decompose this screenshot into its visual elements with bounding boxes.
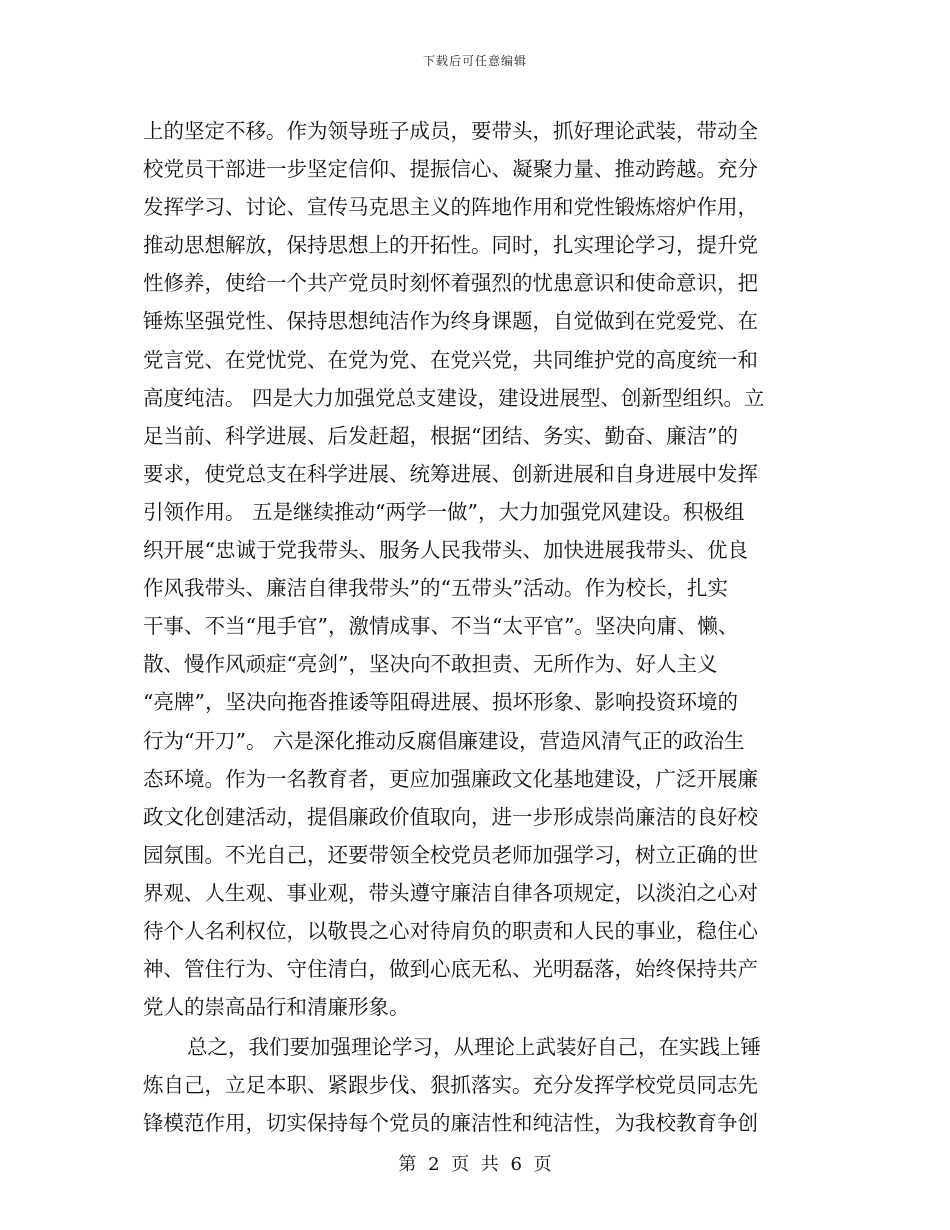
- text-line: 散、慢作风顽症“亮剑”，坚决向不敢担责、无所作为、好人主义: [143, 652, 718, 677]
- text-line: 炼自己，立足本职、紧跟步伐、狠抓落实。充分发挥学校党员同志先: [143, 1073, 758, 1098]
- text-line: 党言党、在党忧党、在党为党、在党兴党，共同维护党的高度统一和: [143, 347, 758, 372]
- text-line: 发挥学习、讨论、宣传马克思主义的阵地作用和党性锻炼熔炉作用，: [143, 195, 758, 220]
- text-line: 要求，使党总支在科学进展、统筹进展、创新进展和自身进展中发挥: [143, 461, 758, 486]
- text-line: 足当前、科学进展、后发赶超，根据“团结、务实、勤奋、廉洁”的: [143, 423, 738, 448]
- footer-middle: 页 共: [451, 1154, 499, 1175]
- text-line: 引领作用。 五是继续推动“两学一做”，大力加强党风建设。积极组: [143, 499, 745, 524]
- text-line: 态环境。作为一名教育者，更应加强廉政文化基地建设，广泛开展廉: [143, 766, 758, 791]
- footer-suffix: 页: [533, 1154, 552, 1175]
- text-line: 性修养，使给一个共产党员时刻怀着强烈的忧患意识和使命意识，把: [143, 271, 758, 296]
- text-line: 神、管住行为、守住清白，做到心底无私、光明磊落，始终保持共产: [143, 957, 758, 982]
- text-line: 作风我带头、廉洁自律我带头”的“五带头”活动。作为校长，扎实: [143, 576, 728, 601]
- paragraph-2: [143, 1028, 803, 1142]
- text-line: 总之，我们要加强理论学习，从理论上武装好自己，在实践上锤: [187, 1035, 761, 1060]
- text-line: 园氛围。不光自己，还要带领全校党员老师加强学习，树立正确的世: [143, 842, 758, 867]
- text-line: 行为“开刀”。 六是深化推动反腐倡廉建设，营造风清气正的政治生: [143, 728, 745, 753]
- text-line: 待个人名利权位，以敬畏之心对待肩负的职责和人民的事业，稳住心: [143, 918, 758, 943]
- footer-prefix: 第: [398, 1154, 417, 1175]
- text-line: 政文化创建活动，提倡廉政价值取向，进一步形成崇尚廉洁的良好校: [143, 804, 758, 829]
- paragraph-1: [143, 112, 803, 1026]
- text-line: 锤炼坚强党性、保持思想纯洁作为终身课题，自觉做到在党爱党、在: [143, 309, 758, 334]
- text-line: 干事、不当“甩手官”，激情成事、不当“太平官”。坚决向庸、懒、: [143, 614, 739, 639]
- text-line: 推动思想解放，保持思想上的开拓性。同时，扎实理论学习，提升党: [143, 233, 758, 258]
- text-line: 织开展“忠诚于党我带头、服务人民我带头、加快进展我带头、优良: [143, 538, 748, 563]
- page-footer: [0, 1154, 950, 1176]
- text-line: 锋模范作用，切实保持每个党员的廉洁性和纯洁性，为我校教育争创: [143, 1111, 758, 1136]
- text-line: 党人的崇高品行和清廉形象。: [143, 995, 410, 1020]
- text-line: 界观、人生观、事业观，带头遵守廉洁自律各项规定，以淡泊之心对: [143, 880, 758, 905]
- page-header: [0, 54, 950, 68]
- header-text: 下载后可任意编辑: [422, 54, 527, 68]
- document-body: [143, 112, 803, 1143]
- footer-page-number: 2: [428, 1154, 440, 1175]
- text-line: 校党员干部进一步坚定信仰、提振信心、凝聚力量、推动跨越。充分: [143, 157, 758, 182]
- text-line: 上的坚定不移。作为领导班子成员，要带头，抓好理论武装，带动全: [143, 119, 758, 143]
- text-line: “亮牌”，坚决向拖沓推诿等阻碍进展、损坏形象、影响投资环境的: [143, 690, 738, 715]
- text-line: 高度纯洁。 四是大力加强党总支建设，建设进展型、创新型组织。立: [143, 385, 765, 410]
- footer-total-pages: 6: [510, 1154, 522, 1175]
